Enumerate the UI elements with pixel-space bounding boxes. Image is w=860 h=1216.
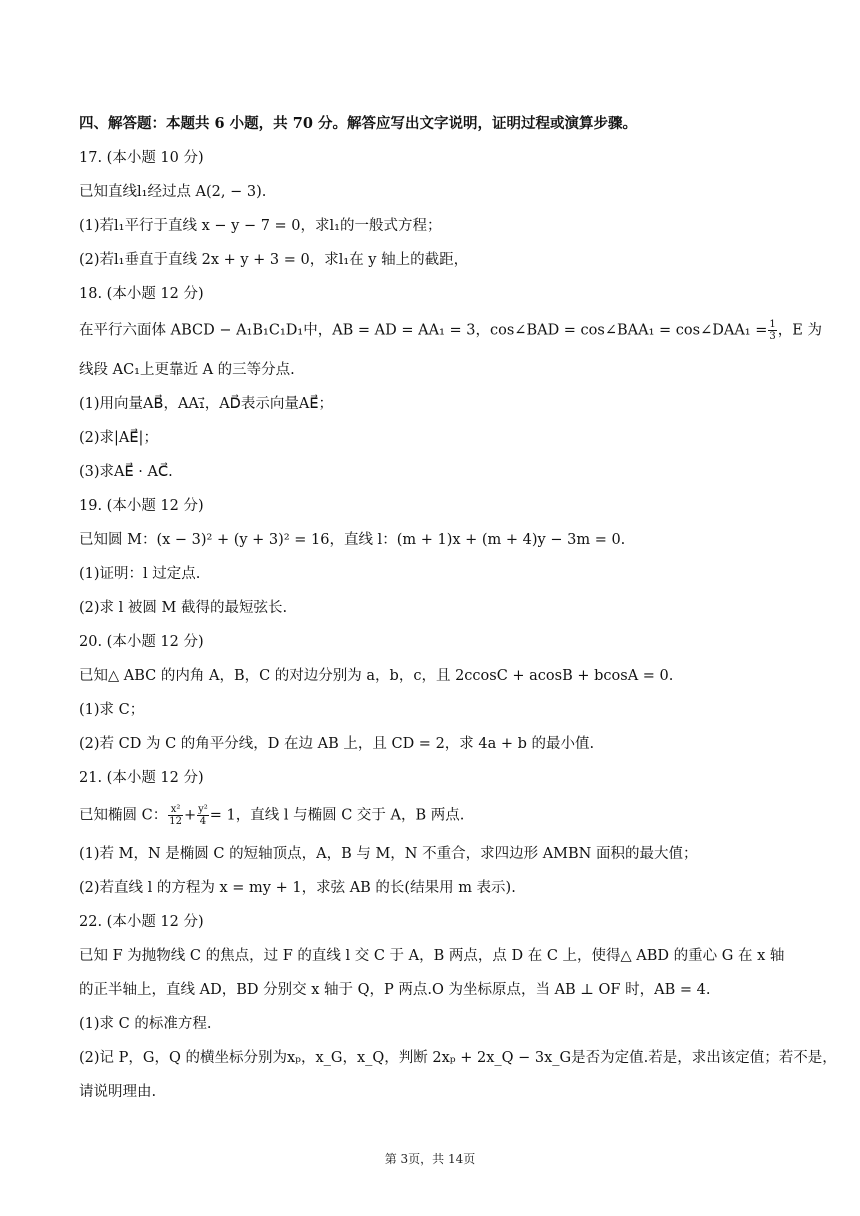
problem-21-part-2: (2)若直线 l 的方程为 x = my + 1，求弦 AB 的长(结果用 m 表示). [79, 880, 516, 896]
problem-19-part-1: (1)证明：l 过定点. [79, 566, 201, 582]
fraction-numerator: 1 [769, 319, 776, 330]
problem-17-stem: 已知直线l₁经过点 A(2, − 3). [79, 184, 267, 200]
fraction-denominator: 12 [169, 816, 182, 827]
fraction-denominator: 4 [199, 816, 207, 827]
problem-20-part-1: (1)求 C； [79, 702, 145, 718]
problem-20-part-2: (2)若 CD 为 C 的角平分线，D 在边 AB 上，且 CD = 2，求 4a + b 的最小值. [79, 736, 595, 752]
fraction-numerator: x² [168, 804, 183, 816]
problem-22-part-2: (2)记 P，G，Q 的横坐标分别为xₚ，x_G，x_Q，判断 2xₚ + 2x_Q − 3x_G是否为定值.若是，求出该定值；若不是， [79, 1050, 837, 1066]
problem-21-stem-text-b: = 1，直线 l 与椭圆 C 交于 A，B 两点. [209, 807, 465, 824]
fraction-one-third [768, 319, 776, 342]
problem-21-part-1: (1)若 M，N 是椭圆 C 的短轴顶点，A，B 与 M，N 不重合，求四边形 AMBN 面积的最大值； [79, 846, 698, 862]
problem-18-stem-line-2: 线段 AC₁上更靠近 A 的三等分点. [79, 362, 295, 378]
fraction-numerator: y² [198, 804, 208, 815]
page-footer: 第 3页，共 14页 [384, 1152, 476, 1166]
problem-18-part-1: (1)用向量AB⃗，AA₁⃗，AD⃗表示向量AE⃗； [79, 396, 333, 412]
problem-21-stem [79, 804, 800, 827]
problem-20-stem: 已知△ ABC 的内角 A，B，C 的对边分别为 a，b，c，且 2ccosC + acosB + bcosA = 0. [79, 668, 674, 684]
problem-19-stem: 已知圆 M：(x − 3)² + (y + 3)² = 16，直线 l：(m + 1)x + (m + 4)y − 3m = 0. [79, 532, 626, 548]
problem-22-part-1: (1)求 C 的标准方程. [79, 1016, 212, 1032]
fraction-denominator: 3 [769, 331, 776, 342]
problem-18-stem-text-b: ，E 为 [777, 322, 822, 339]
problem-22-stem-line-1: 已知 F 为抛物线 C 的焦点，过 F 的直线 l 交 C 于 A，B 两点，点 D 在 C 上，使得△ ABD 的重心 G 在 x 轴 [79, 948, 785, 964]
fraction-x-squared-over-12 [168, 804, 183, 827]
plus-sign: + [183, 807, 197, 824]
problem-17-part-1: (1)若l₁平行于直线 x − y − 7 = 0，求l₁的一般式方程； [79, 218, 442, 234]
problem-18-stem-line-1 [79, 319, 822, 342]
fraction-y-squared-over-4 [197, 804, 209, 827]
problem-21-stem-text-a: 已知椭圆 C： [79, 807, 168, 824]
problem-19-part-2: (2)求 l 被圆 M 截得的最短弦长. [79, 600, 288, 616]
problem-18-part-3: (3)求AE⃗ · AC⃗. [79, 464, 173, 480]
problem-18-part-2: (2)求|AE⃗|； [79, 430, 158, 446]
problem-21-header: 21. (本小题 12 分) [79, 770, 204, 786]
problem-18-header: 18. (本小题 12 分) [79, 286, 204, 302]
problem-17-header: 17. (本小题 10 分) [79, 150, 204, 166]
problem-22-header: 22. (本小题 12 分) [79, 914, 204, 930]
problem-19-header: 19. (本小题 12 分) [79, 498, 204, 514]
problem-20-header: 20. (本小题 12 分) [79, 634, 204, 650]
section-title: 四、解答题：本题共 6 小题，共 70 分。解答应写出文字说明，证明过程或演算步骤。 [79, 115, 637, 132]
problem-22-stem-line-2: 的正半轴上，直线 AD，BD 分别交 x 轴于 Q，P 两点.O 为坐标原点，当 AB ⊥ OF 时，AB = 4. [79, 982, 711, 998]
problem-18-stem-text-a: 在平行六面体 ABCD − A₁B₁C₁D₁中，AB = AD = AA₁ = 3，cos∠BAD = cos∠BAA₁ = cos∠DAA₁ = [79, 322, 768, 339]
problem-17-part-2: (2)若l₁垂直于直线 2x + y + 3 = 0，求l₁在 y 轴上的截距， [79, 252, 469, 268]
problem-22-part-2-continued: 请说明理由. [79, 1084, 157, 1100]
